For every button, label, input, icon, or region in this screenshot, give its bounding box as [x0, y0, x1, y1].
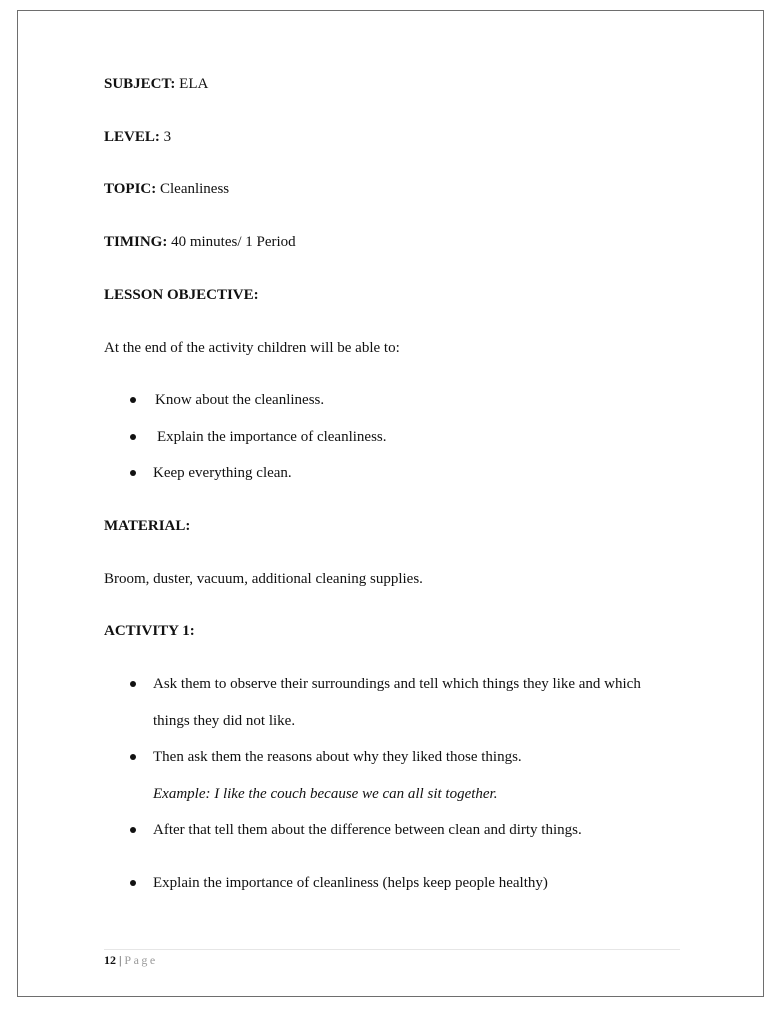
bullet-icon — [130, 681, 136, 687]
activity-heading: ACTIVITY 1: — [104, 623, 195, 639]
page-label: Page — [124, 953, 158, 967]
activity-item-line: things they did not like. — [153, 713, 296, 729]
page-number: 12 — [104, 953, 116, 967]
objective-item: Know about the cleanliness. — [155, 392, 325, 408]
topic-field — [104, 180, 229, 198]
subject-value: ELA — [179, 76, 209, 92]
timing-label: TIMING: — [104, 234, 168, 250]
bullet-icon — [130, 827, 136, 833]
subject-label: SUBJECT: — [104, 76, 176, 92]
lesson-objective-heading: LESSON OBJECTIVE: — [104, 287, 259, 303]
activity-item-line: Explain the importance of cleanliness (helps keep people healthy) — [153, 875, 548, 891]
lesson-objective-intro: At the end of the activity children will be able to: — [104, 340, 400, 356]
bullet-icon — [130, 470, 136, 476]
activity-item-line: After that tell them about the difference between clean and dirty things. — [153, 822, 582, 838]
bullet-icon — [130, 754, 136, 760]
material-text: Broom, duster, vacuum, additional cleaning supplies. — [104, 571, 423, 587]
subject-field — [104, 75, 208, 93]
objective-item: Explain the importance of cleanliness. — [157, 429, 387, 445]
topic-value: Cleanliness — [159, 181, 230, 197]
bullet-icon — [130, 880, 136, 886]
timing-field — [104, 233, 296, 251]
material-heading: MATERIAL: — [104, 518, 191, 534]
bullet-icon — [130, 397, 136, 403]
activity-example: Example: I like the couch because we can all sit together. — [153, 786, 498, 802]
bullet-icon — [130, 434, 136, 440]
page-footer — [104, 953, 158, 967]
objective-item: Keep everything clean. — [153, 465, 292, 481]
level-value: 3 — [163, 129, 172, 145]
level-field — [104, 128, 171, 146]
document-page — [17, 10, 764, 997]
level-label: LEVEL: — [104, 129, 160, 145]
activity-item-line: Ask them to observe their surroundings and tell which things they like and which — [153, 676, 641, 692]
timing-value: 40 minutes/ 1 Period — [171, 234, 296, 250]
footer-separator: | — [119, 953, 122, 967]
topic-label: TOPIC: — [104, 181, 157, 197]
activity-item-line: Then ask them the reasons about why they liked those things. — [153, 749, 522, 765]
footer-divider — [104, 949, 680, 950]
